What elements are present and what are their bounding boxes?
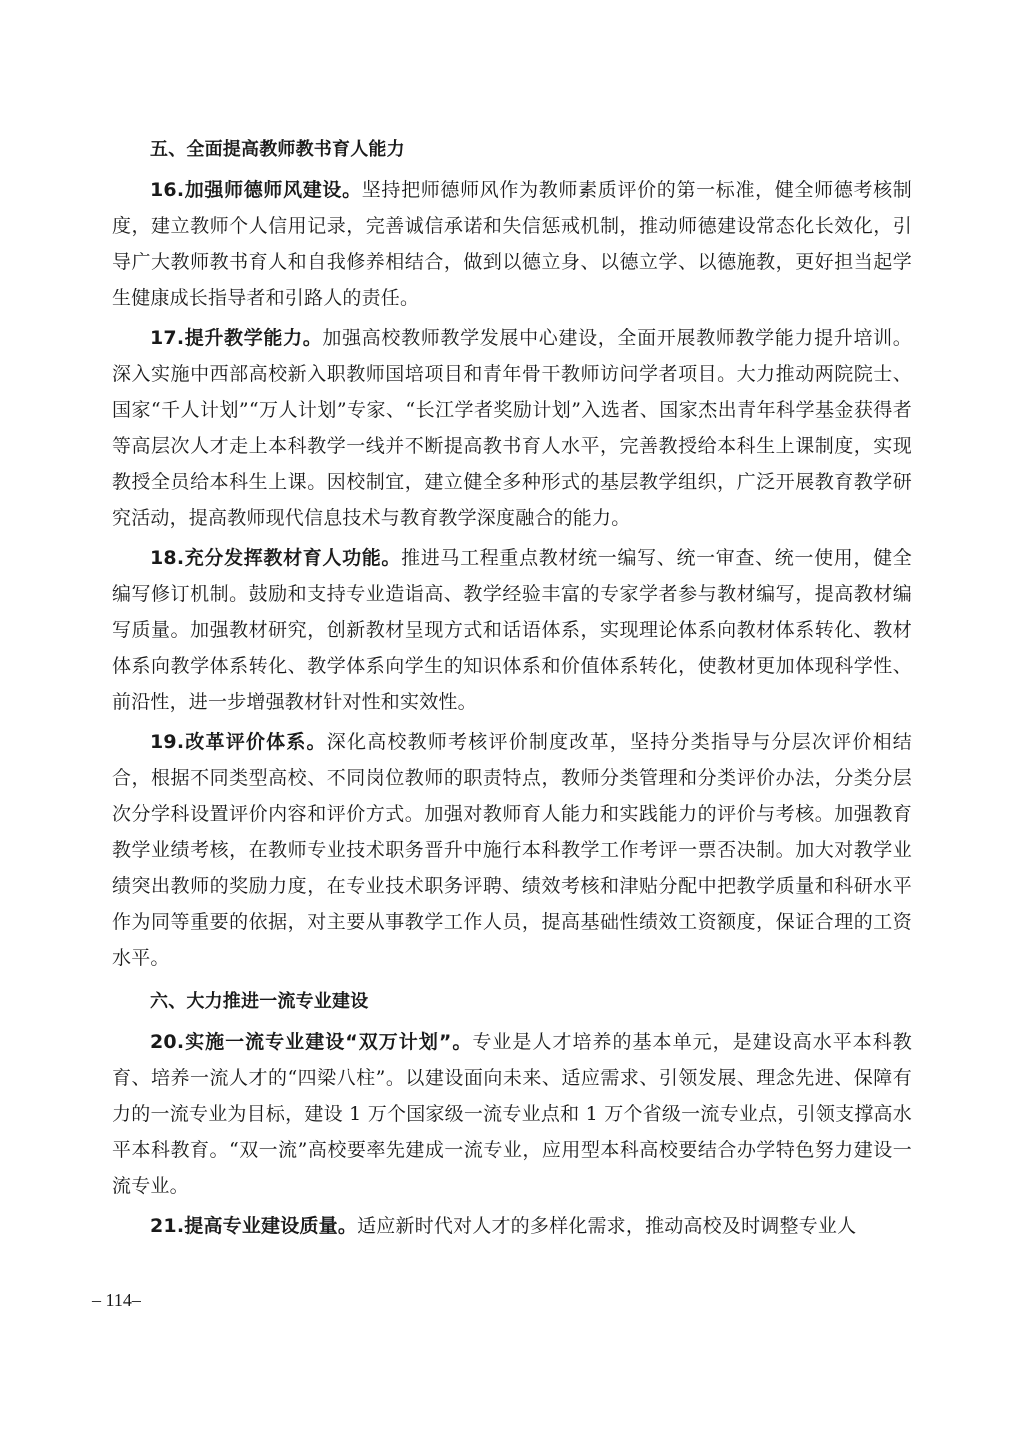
- paragraph-20: [112, 1024, 912, 1204]
- paragraph-lead: 21.提高专业建设质量。: [150, 1215, 358, 1237]
- section-heading-6: 六、大力推进一流专业建设: [150, 991, 369, 1012]
- paragraph-lead: 19.改革评价体系。: [150, 731, 327, 753]
- paragraph-text: 推进马工程重点教材统一编写、统一审查、统一使用，健全编写修订机制。鼓励和支持专业造诣高、教学经验丰富的专家学者参与教材编写，提高教材编写质量。加强教材研究，创新教材呈现方式和话语体系，实现理论体系向教材体系转化、教材体系向教学体系转化、教学体系向学生的知识体系和价值体系转化，使教材更加体现科学性、前沿性，进一步增强教材针对性和实效性。: [112, 547, 913, 713]
- paragraph-lead: 16.加强师德师风建设。: [150, 179, 362, 201]
- document-body: [112, 128, 912, 1248]
- paragraph-lead: 20.实施一流专业建设“双万计划”。: [150, 1031, 473, 1053]
- paragraph-text: 坚持把师德师风作为教师素质评价的第一标准，健全师德考核制度，建立教师个人信用记录，完善诚信承诺和失信惩戒机制，推动师德建设常态化长效化，引导广大教师教书育人和自我修养相结合，做到以德立身、以德立学、以德施教，更好担当起学生健康成长指导者和引路人的责任。: [112, 179, 912, 309]
- paragraph-16: [112, 172, 912, 316]
- paragraph-text: 适应新时代对人才的多样化需求，推动高校及时调整专业人: [357, 1215, 857, 1237]
- paragraph-text: 专业是人才培养的基本单元，是建设高水平本科教育、培养一流人才的“四梁八柱”。以建设面向未来、适应需求、引领发展、理念先进、保障有力的一流专业为目标，建设 1 万个国家级一流专业点和 1 万个省级一流专业点，引领支撑高水平本科教育。“双一流”高校要率先建成一流专业，应用型本科高校要结合办学特色努力建设一流专业。: [112, 1031, 913, 1197]
- paragraph-text: 深化高校教师考核评价制度改革，坚持分类指导与分层次评价相结合，根据不同类型高校、不同岗位教师的职责特点，教师分类管理和分类评价办法，分类分层次分学科设置评价内容和评价方式。加强对教师育人能力和实践能力的评价与考核。加强教育教学业绩考核，在教师专业技术职务晋升中施行本科教学工作考评一票否决制。加大对教学业绩突出教师的奖励力度，在专业技术职务评聘、绩效考核和津贴分配中把教学质量和科研水平作为同等重要的依据，对主要从事教学工作人员，提高基础性绩效工资额度，保证合理的工资水平。: [112, 731, 912, 969]
- paragraph-lead: 17.提升教学能力。: [150, 327, 323, 349]
- paragraph-lead: 18.充分发挥教材育人功能。: [150, 547, 402, 569]
- paragraph-21: [112, 1208, 912, 1244]
- page-number: – 114–: [92, 1290, 141, 1310]
- section-heading-5: 五、全面提高教师教书育人能力: [150, 139, 405, 160]
- paragraph-17: [112, 320, 912, 536]
- paragraph-text: 加强高校教师教学发展中心建设，全面开展教师教学能力提升培训。深入实施中西部高校新入职教师国培项目和青年骨干教师访问学者项目。大力推动两院院士、国家“千人计划”“万人计划”专家、“长江学者奖励计划”入选者、国家杰出青年科学基金获得者等高层次人才走上本科教学一线并不断提高教书育人水平，完善教授给本科生上课制度，实现教授全员给本科生上课。因校制宜，建立健全多种形式的基层教学组织，广泛开展教育教学研究活动，提高教师现代信息技术与教育教学深度融合的能力。: [112, 327, 912, 529]
- paragraph-18: [112, 540, 912, 720]
- paragraph-19: [112, 724, 912, 976]
